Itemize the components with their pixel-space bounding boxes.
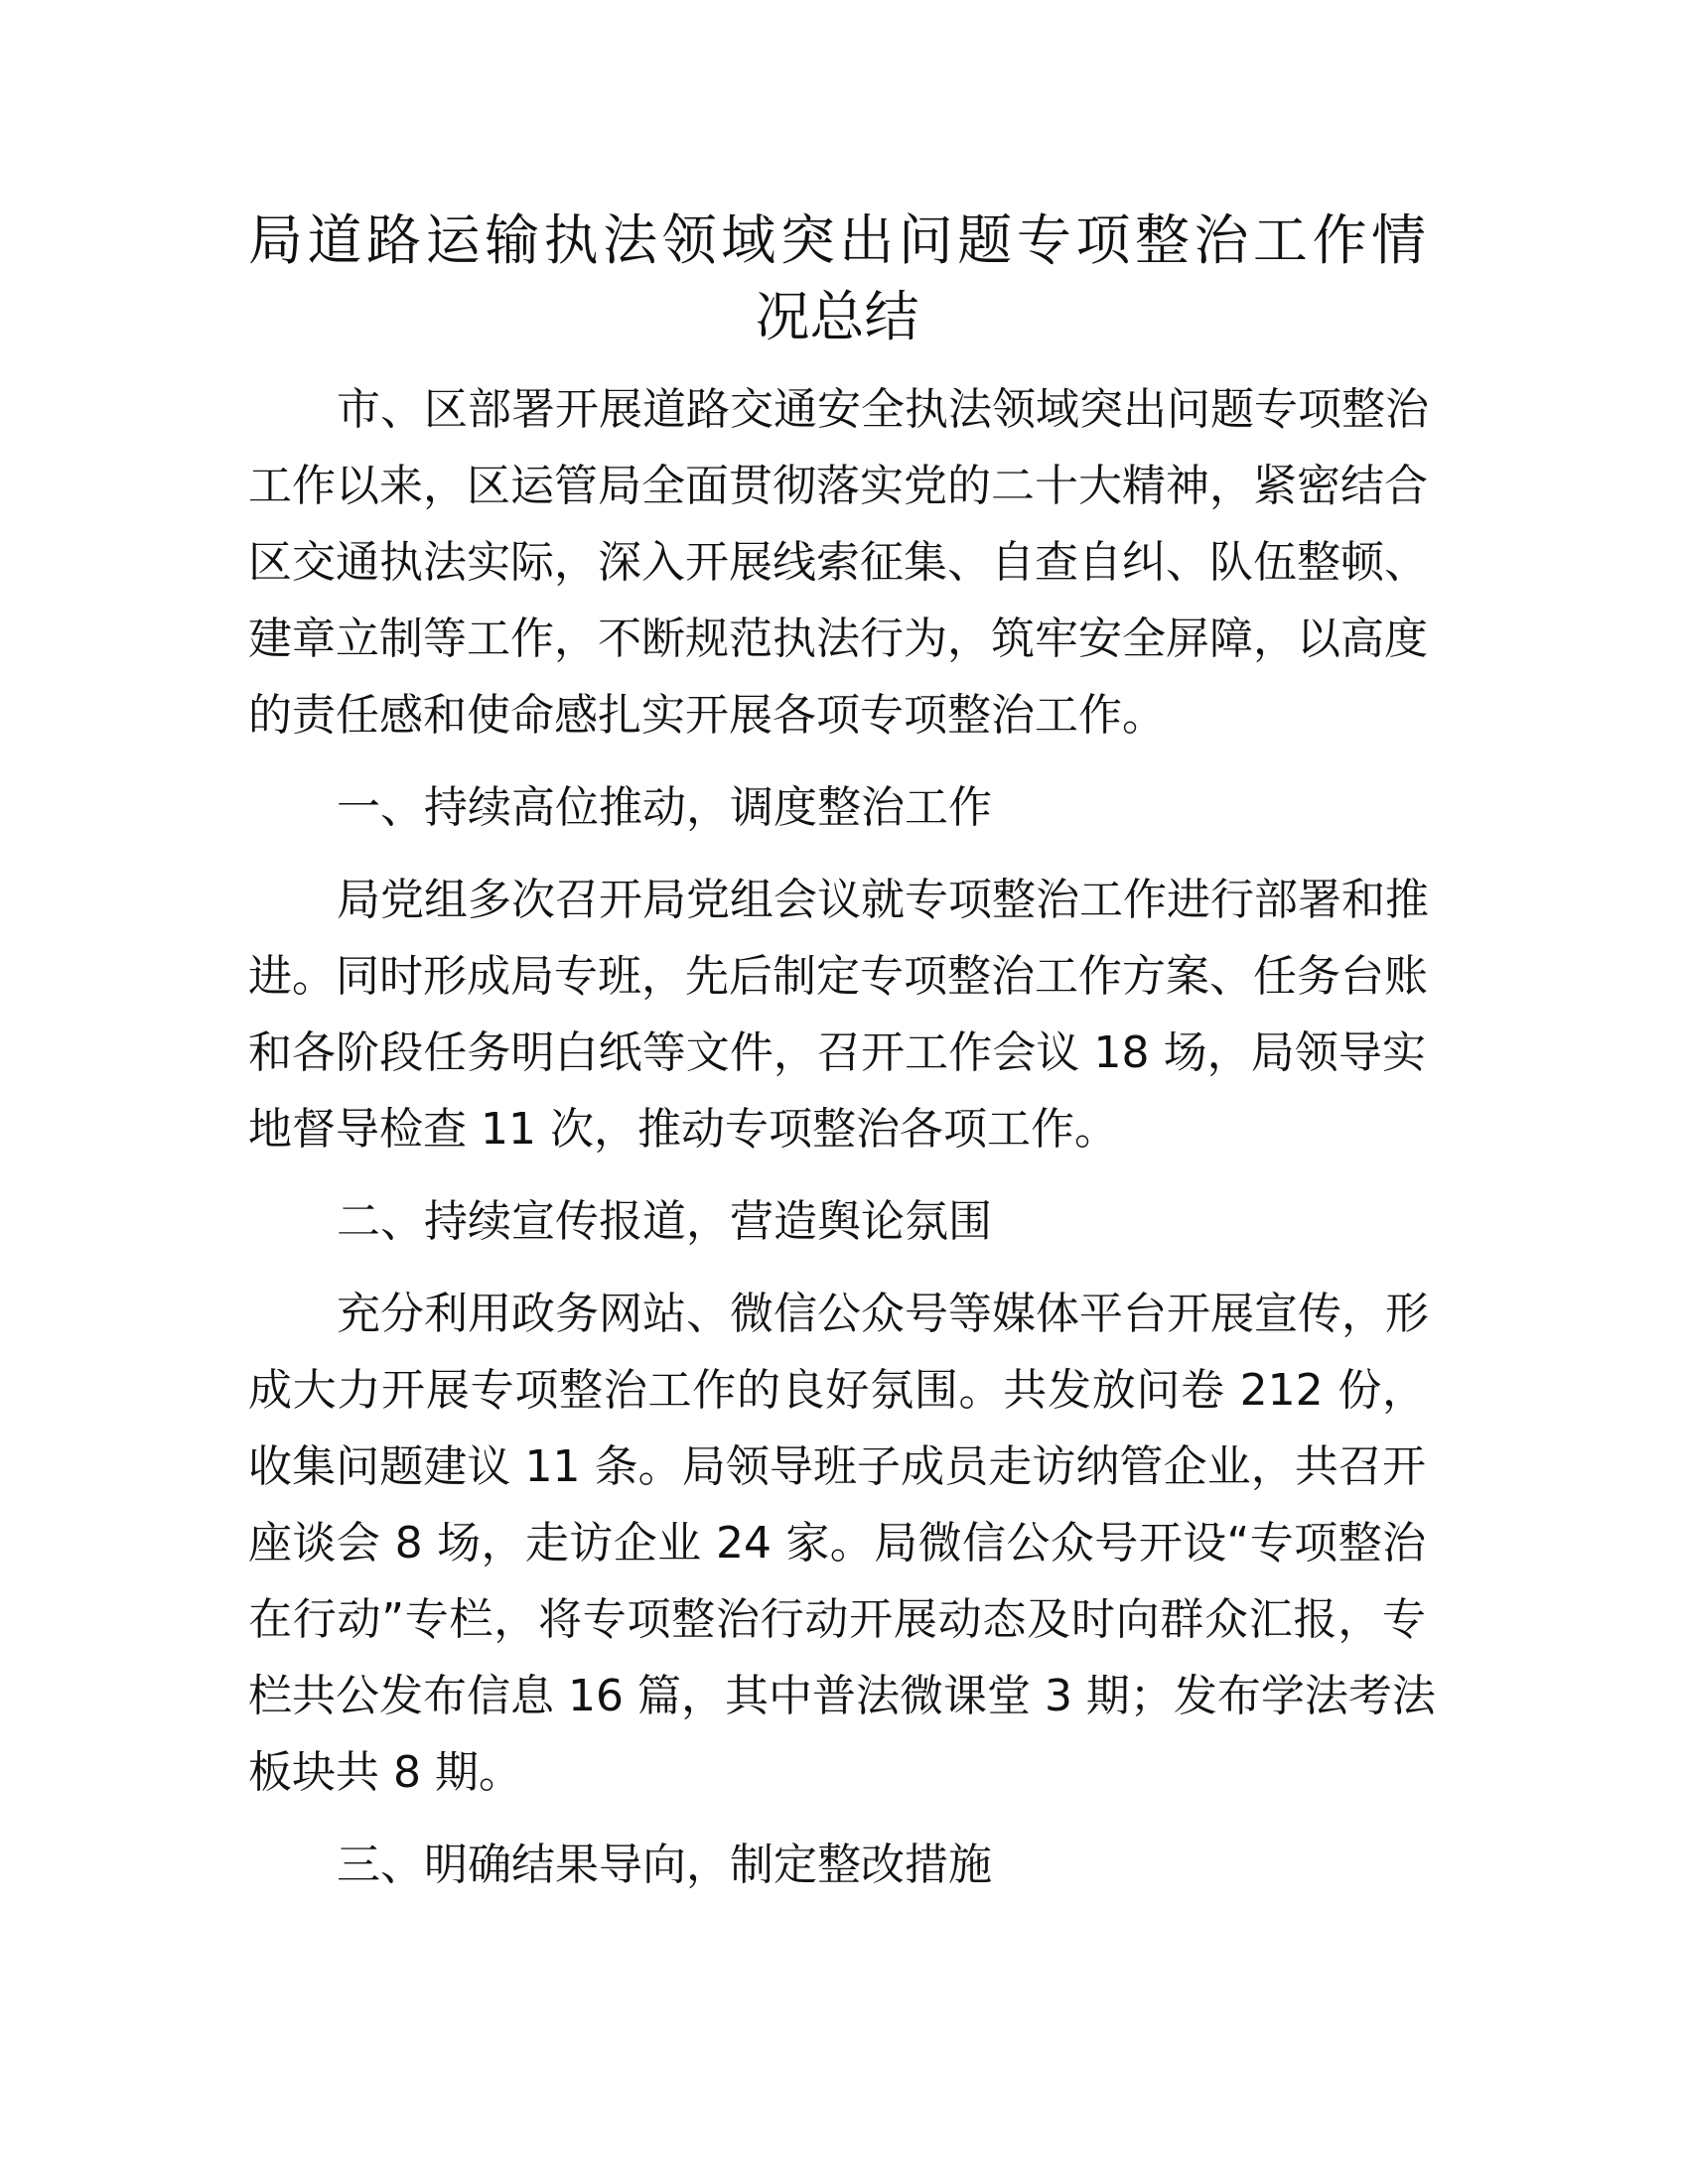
title-line: 局道路运输执法领域突出问题专项整治工作情 xyxy=(248,208,1426,272)
text-line: 收集问题建议 11 条。局领导班子成员走访纳管企业，共召开 xyxy=(248,1441,1426,1492)
intro-paragraph xyxy=(248,371,1429,753)
text-line: 工作以来，区运管局全面贯彻落实党的二十大精神，紧密结合 xyxy=(248,461,1428,511)
heading-text: 一、持续高位推动，调度整治工作 xyxy=(337,782,992,833)
text-line: 市、区部署开展道路交通安全执法领域突出问题专项整治 xyxy=(337,384,1429,435)
title-line: 况总结 xyxy=(755,285,919,348)
text-line: 在行动”专栏，将专项整治行动开展动态及时向群众汇报，专 xyxy=(248,1594,1426,1645)
section-heading-3 xyxy=(248,1827,1426,1903)
text-line: 区交通执法实际，深入开展线索征集、自查自纠、队伍整顿、 xyxy=(248,537,1428,588)
text-line: 充分利用政务网站、微信公众号等媒体平台开展宣传，形 xyxy=(337,1289,1429,1339)
text-line: 座谈会 8 场，走访企业 24 家。局微信公众号开设“专项整治 xyxy=(248,1518,1426,1569)
text-line: 的责任感和使命感扎实开展各项专项整治工作。 xyxy=(248,690,1166,741)
text-line: 板块共 8 期。 xyxy=(248,1747,522,1798)
text-line: 局党组多次召开局党组会议就专项整治工作进行部署和推 xyxy=(337,875,1429,925)
section-1-paragraph xyxy=(248,862,1429,1167)
text-line: 地督导检查 11 次，推动专项整治各项工作。 xyxy=(248,1104,1118,1155)
text-line: 和各阶段任务明白纸等文件，召开工作会议 18 场，局领导实 xyxy=(248,1027,1426,1078)
heading-text: 三、明确结果导向，制定整改措施 xyxy=(337,1840,992,1890)
text-line: 进。同时形成局专班，先后制定专项整治工作方案、任务台账 xyxy=(248,951,1428,1002)
document-title xyxy=(248,203,1426,355)
section-heading-1 xyxy=(248,769,1426,846)
text-line: 建章立制等工作，不断规范执法行为，筑牢安全屏障，以高度 xyxy=(248,614,1428,664)
heading-text: 二、持续宣传报道，营造舆论氛围 xyxy=(337,1196,992,1247)
text-line: 成大力开展专项整治工作的良好氛围。共发放问卷 212 份， xyxy=(248,1365,1426,1416)
document-body xyxy=(248,371,1436,1919)
text-line: 栏共公发布信息 16 篇，其中普法微课堂 3 期；发布学法考法 xyxy=(248,1671,1436,1721)
section-heading-2 xyxy=(248,1183,1426,1260)
section-2-paragraph xyxy=(248,1276,1436,1811)
